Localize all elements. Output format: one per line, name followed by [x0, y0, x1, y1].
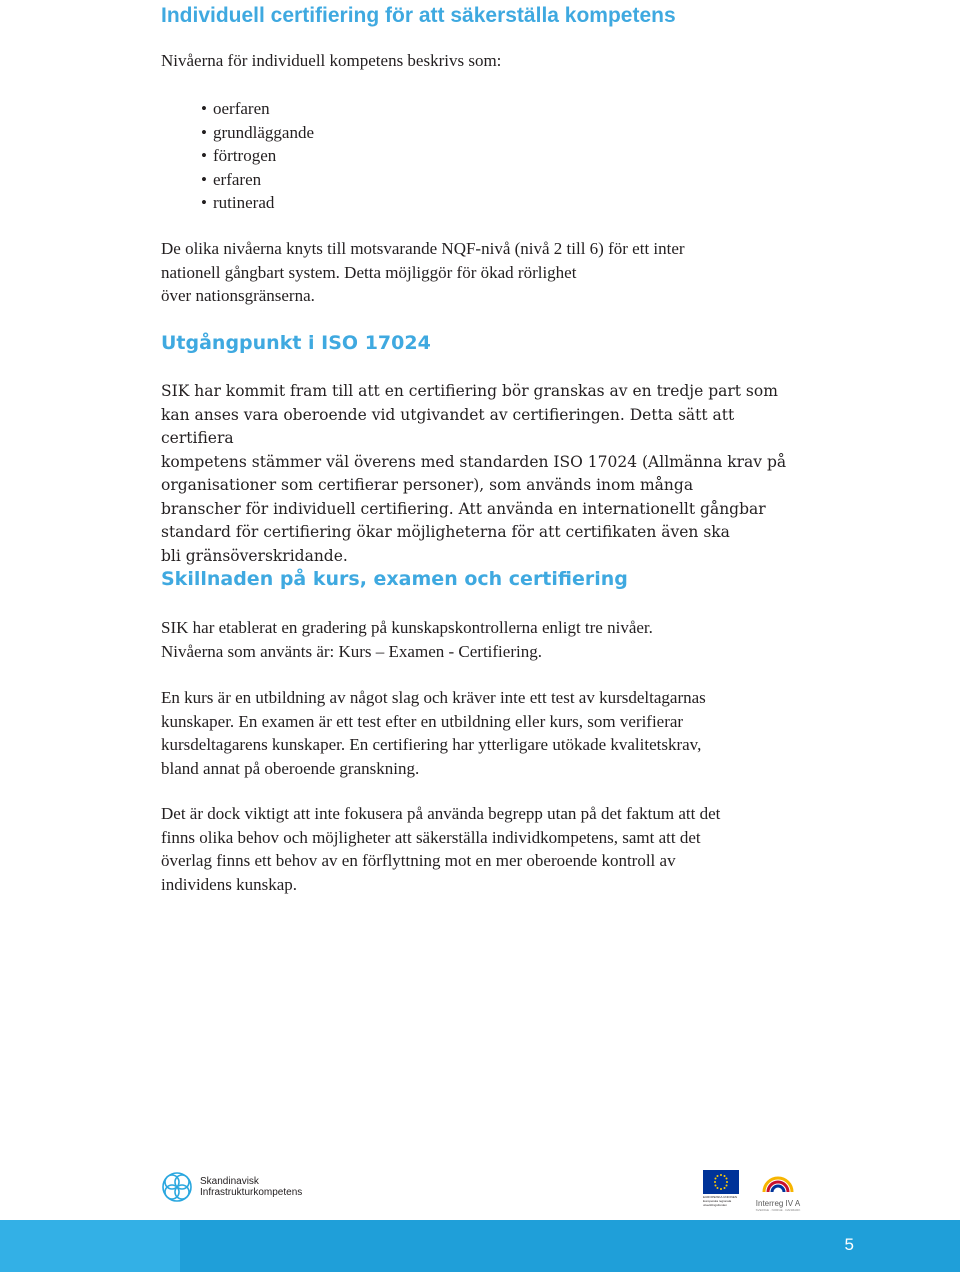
footer-logos [0, 1160, 960, 1220]
text-line: SIK har etablerat en gradering på kunskapskontrollerna enligt tre nivåer. [161, 618, 653, 637]
iso-paragraph [161, 380, 811, 568]
text-line: individens kunskap. [161, 874, 297, 894]
bullet-icon: • [201, 122, 207, 142]
text-line: Nivåerna som använts är: Kurs – Examen - Certifiering. [161, 641, 542, 661]
list-item: • erfaren [161, 168, 314, 192]
levels-list [161, 97, 314, 215]
interreg-logo: Interreg IV A SVERIGE · NORGE · DANMARK [752, 1168, 804, 1212]
text-line: standard för certifiering ökar möjligheterna för att certifikaten även ska [161, 523, 730, 541]
nqf-paragraph [161, 237, 685, 308]
text-line: bland annat på oberoende granskning. [161, 758, 420, 778]
sik-logo-text: Skandinavisk Infrastrukturkompetens [200, 1176, 303, 1198]
text-line: nationell gångbart system. Detta möjliggör för ökad rörlighet [161, 262, 577, 282]
text-line: kan anses vara oberoende vid utgivandet av certifieringen. Detta sätt att certifiera [161, 405, 735, 447]
text-line: kompetens stämmer väl överens med standarden ISO 17024 (Allmänna krav på [161, 452, 787, 471]
conclusion-paragraph [161, 802, 720, 896]
text-line: över nationsgränserna. [161, 286, 315, 305]
bullet-icon: • [201, 169, 207, 189]
text-line: Det är dock viktigt att inte fokusera på använda begrepp utan på det faktum att det [161, 804, 721, 823]
list-item: • grundläggande [161, 121, 314, 145]
sik-knot-icon [160, 1170, 194, 1204]
text-line: överlag finns ett behov av en förflyttning mot en mer oberoende kontroll av [161, 851, 676, 870]
eu-flag-icon [703, 1170, 739, 1194]
sik-logo [160, 1170, 302, 1204]
page-number: 5 [844, 1235, 854, 1254]
intro-text: Nivåerna för individuell kompetens beskrivs som: [161, 51, 502, 70]
bullet-icon: • [201, 99, 207, 118]
footer-bar-accent [0, 1220, 180, 1272]
section-heading-certification: Individuell certifiering för att säkerställa kompetens [161, 4, 676, 27]
text-line: kunskaper. En examen är ett test efter en utbildning eller kurs, som verifierar [161, 711, 684, 731]
list-item: • oerfaren [161, 97, 314, 121]
interreg-arc-icon [758, 1168, 798, 1196]
section-heading-iso: Utgångpunkt i ISO 17024 [161, 332, 431, 354]
section-heading-differences: Skillnaden på kurs, examen och certifiering [161, 568, 628, 590]
text-line: SIK har kommit fram till att en certifiering bör granskas av en tredje part som [161, 382, 778, 400]
bullet-icon: • [201, 146, 207, 165]
levels-paragraph [161, 616, 653, 663]
text-line: bli gränsöverskridande. [161, 546, 348, 565]
list-item: • rutinerad [161, 191, 314, 215]
list-item: • förtrogen [161, 144, 314, 168]
definitions-paragraph [161, 686, 706, 780]
text-line: branscher för individuell certifiering. Att använda en internationellt gångbar [161, 499, 766, 518]
text-line: En kurs är en utbildning av något slag och kräver inte ett test av kursdeltagarnas [161, 688, 706, 707]
text-line: finns olika behov och möjligheter att säkerställa individkompetens, samt att det [161, 827, 701, 847]
text-line: organisationer som certifierar personer), som används inom många [161, 476, 694, 494]
footer-bar [0, 1220, 960, 1272]
text-line: De olika nivåerna knyts till motsvarande NQF-nivå (nivå 2 till 6) för ett inter [161, 239, 685, 258]
eu-caption: EUROPEISKA UNIONEN Europeiska regionala utvecklingsfonden [703, 1195, 738, 1207]
text-line: kursdeltagarens kunskaper. En certifiering har ytterligare utökade kvalitetskrav, [161, 735, 702, 754]
bullet-icon: • [201, 193, 207, 212]
